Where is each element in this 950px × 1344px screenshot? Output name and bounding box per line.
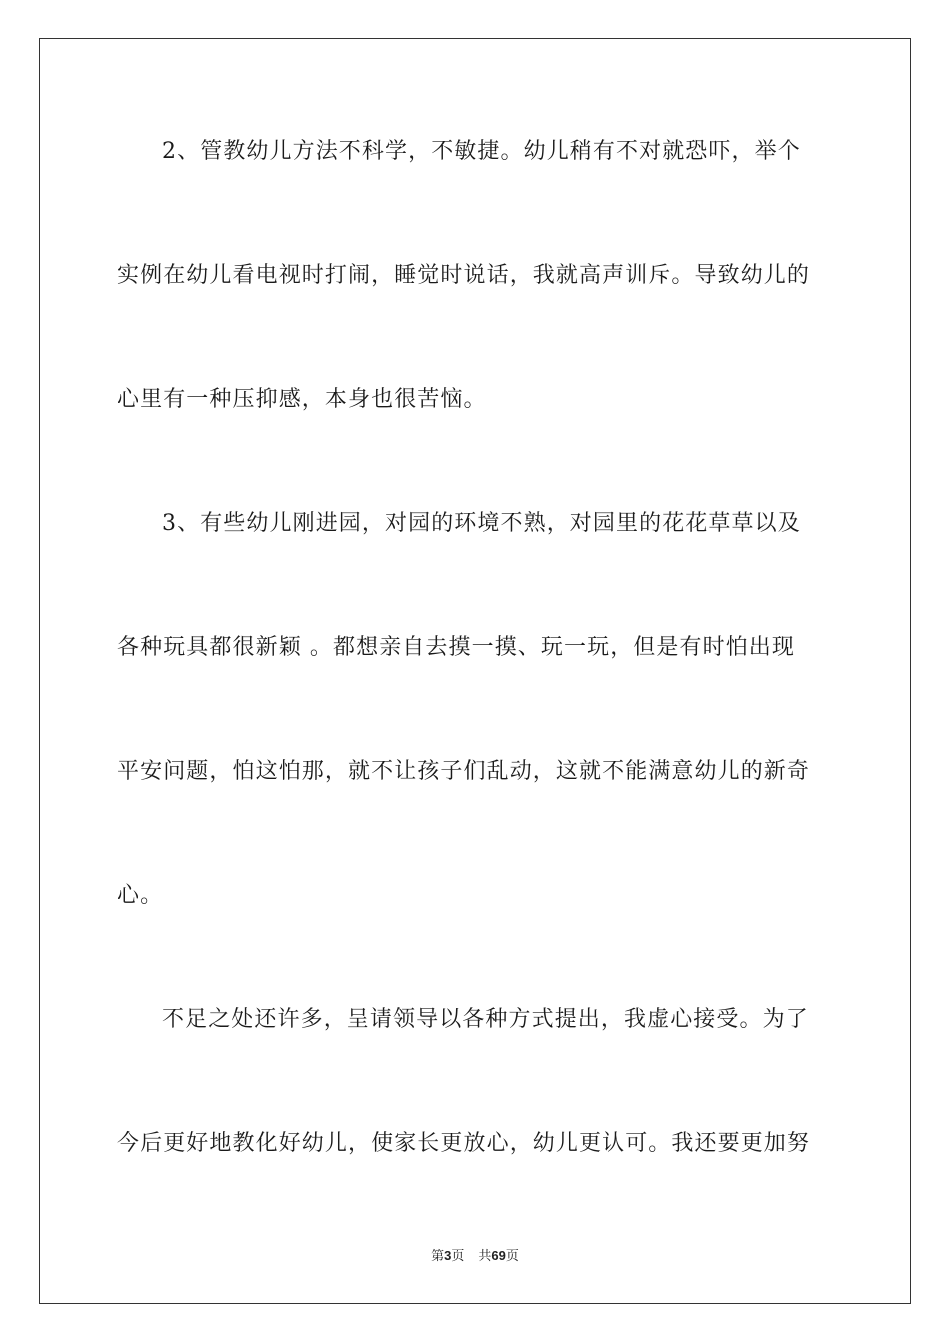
page-border [39,38,911,1304]
footer-page-number: 3 [444,1248,452,1263]
paragraph-1-line-3: 心里有一种压抑感，本身也很苦恼。 [117,387,487,412]
paragraph-2-line-4: 心。 [117,883,164,908]
footer-total-suffix: 页 [505,1249,519,1264]
paragraph-2-line-1: 3、有些幼儿刚进园，对园的环境不熟，对园里的花花草草以及 [162,511,801,536]
footer-page-suffix: 页 [451,1249,465,1264]
paragraph-3-line-1: 不足之处还许多，呈请领导以各种方式提出，我虚心接受。为了 [162,1007,809,1032]
footer-page-prefix: 第 [431,1249,445,1264]
paragraph-1-line-2: 实例在幼儿看电视时打闹，睡觉时说话，我就高声训斥。导致幼儿的 [117,263,811,288]
page-footer [0,1247,950,1266]
paragraph-2-line-2: 各种玩具都很新颖 。都想亲自去摸一摸、玩一玩，但是有时怕出现 [117,635,795,660]
paragraph-2-line-3: 平安问题，怕这怕那，就不让孩子们乱动，这就不能满意幼儿的新奇 [117,759,811,784]
paragraph-3-line-2: 今后更好地教化好幼儿，使家长更放心，幼儿更认可。我还要更加努 [117,1131,811,1156]
footer-total-prefix: 共 [478,1249,492,1264]
paragraph-1-line-1: 2、管教幼儿方法不科学，不敏捷。幼儿稍有不对就恐吓，举个 [162,139,801,164]
footer-total-pages: 69 [491,1248,506,1263]
